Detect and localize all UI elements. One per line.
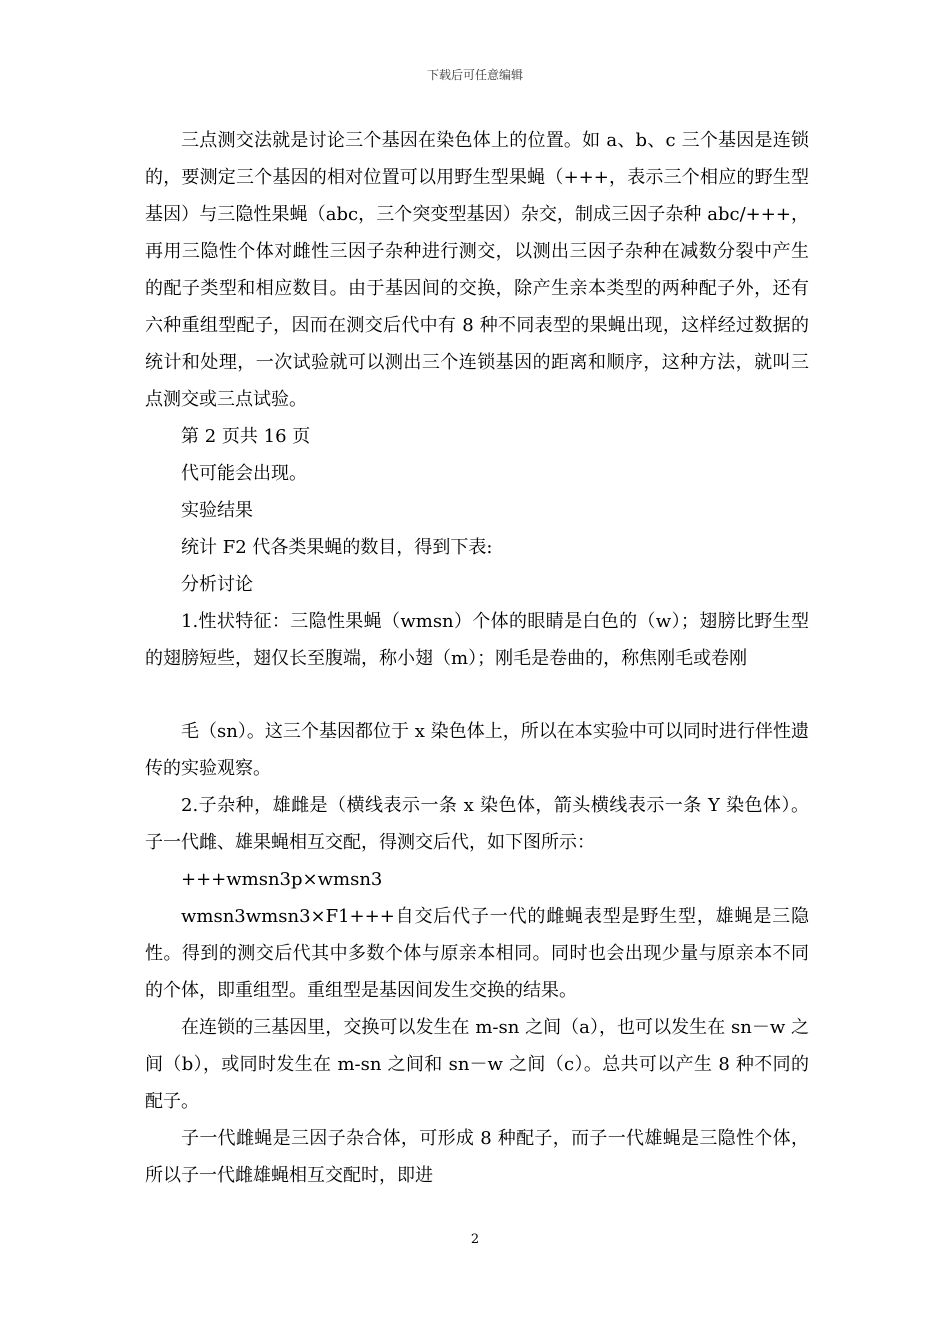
paragraph-statistics: 统计 F2 代各类果蝇的数目，得到下表: — [181, 537, 493, 558]
paragraph-traits-continued: 毛（sn）。这三个基因都位于 x 染色体上，所以在本实验中可以同时进行伴性遗传的实验观察。 — [145, 721, 809, 779]
document-body — [145, 122, 809, 1194]
section-heading-discussion: 分析讨论 — [181, 574, 253, 595]
paragraph-hybrid: 2.子杂种，雄雌是（横线表示一条 x 染色体，箭头横线表示一条 Y 染色体）。子一代雌、雄果蝇相互交配，得测交后代，如下图所示： — [145, 795, 809, 853]
paragraph-gametes: 子一代雌蝇是三因子杂合体，可形成 8 种配子，而子一代雄蝇是三隐性个体，所以子一代雌雄蝇相互交配时，即进 — [145, 1128, 809, 1186]
paragraph-offspring: wmsn3wmsn3×F1+++自交后代子一代的雌蝇表型是野生型，雄蝇是三隐性。得到的测交后代其中多数个体与原亲本相同。同时也会出现少量与原亲本不同的个体，即重组型。重组型是基因间发生交换的结果。 — [145, 906, 809, 1001]
blank-gap — [145, 677, 809, 713]
page-header: 下载后可任意编辑 — [426, 68, 523, 82]
paragraph-traits: 1.性状特征：三隐性果蝇（wmsn）个体的眼睛是白色的（w）；翅膀比野生型的翅膀短些，翅仅长至腹端，称小翅（m）；刚毛是卷曲的，称焦刚毛或卷刚 — [145, 611, 809, 669]
paragraph-crossover: 在连锁的三基因里，交换可以发生在 m-sn 之间（a），也可以发生在 sn－w 之间（b），或同时发生在 m-sn 之间和 sn－w 之间（c）。总共可以产生 8 种不同的配子。 — [145, 1017, 809, 1112]
paragraph-intro: 三点测交法就是讨论三个基因在染色体上的位置。如 a、b、c 三个基因是连锁的，要测定三个基因的相对位置可以用野生型果蝇（+++，表示三个相应的野生型基因）与三隐性果蝇（abc，三个突变型基因）杂交，制成三因子杂种 abc/+++，再用三隐性个体对雌性三因子杂种进行测交，以测出三因子杂种在减数分裂中产生的配子类型和相应数目。由于基因间的交换，除产生亲本类型的两种配子外，还有六种重组型配子，因而在测交后代中有 8 种不同表型的果蝇出现，这样经过数据的统计和处理，一次试验就可以测出三个连锁基因的距离和顺序，这种方法，就叫三点测交或三点试验。 — [145, 130, 809, 410]
cross-formula: +++wmsn3p×wmsn3 — [181, 869, 383, 890]
paragraph-line: 代可能会出现。 — [181, 463, 307, 484]
page-count-line: 第 2 页共 16 页 — [181, 426, 311, 447]
section-heading-results: 实验结果 — [181, 500, 253, 521]
page-number: 2 — [470, 1232, 480, 1247]
